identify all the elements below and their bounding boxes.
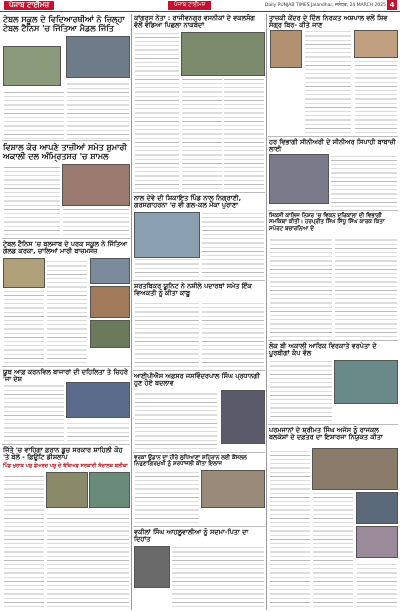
article-photo [46,472,88,508]
article-body [135,301,199,367]
article-center-officials [268,14,398,137]
article-body [313,493,353,607]
article-body [4,165,60,235]
portrait-photo [134,546,170,588]
portrait-photo [270,30,302,68]
article-flood [133,194,265,281]
article-photo [3,258,45,288]
column-left [2,14,130,610]
article-photo [312,448,398,490]
headline: ਹਰ ਵਿਭਾਗੀ ਸੀਨੀਅਰੀ ਦੇ ਸੀਨੀਅਰ ਸਿਪਾਹੀ ਬਾਬਾਜ਼ੀ ਲਾਈ [269,138,396,154]
headline: ਵਿਸ਼ਾਲ ਕੋਰ ਆਪਣੇ ਤਾਜ਼ੀਆਂ ਸਮੇਤ ਸ਼ੁਮਾਰੀ ਅਕਾਲੀ ਦਲ ਅੰਮ੍ਰਿਤਸਰ 'ਚ ਸ਼ਾਮਲ [3,143,127,162]
headline: ਸ਼ਰਤਬਿਕਰ ਯੂਨਿਟ ਨੇ ਨਸ਼ੀਲੇ ਪਦਾਰਥਾਂ ਸਮੇਤ ਇੱਕ ਵਿਅਕਤੀ ਨੂੰ ਕੀਤਾ ਕਾਬੂ [134,282,252,298]
article-body [270,361,332,421]
article-body [182,79,222,189]
article-gold-medal [2,240,130,367]
article-college [268,212,398,341]
article-photo [269,154,329,204]
article-akali-dal [2,142,130,239]
article-photo [90,320,130,348]
article-body [135,391,217,449]
article-body [202,301,264,367]
headline: ਸਿਕਸੀ ਕਾਲਿਜ ਨਿਸ਼ਰ 'ਚ ਵਿਕਨ ਦਰਿਕਾਲਾ ਦੀ ਵਿਭਾਗੀ ਸਮਕਿਥਾ ਕੀਤੀ। ਹਰਪ੍ਰੀਤ ਸਿੰਘ ਸਿੱਧੂ ਸਿੰਘ ਕਾਰਕ ਕਿਤਾ ਸਪੋਰਟ ਬਚਾਰਨਿਆ ਦੇ [269,213,385,232]
headline: ਵਰਕਾਂ ਉਡਾਨ ਦਾ ਹੀਰੇ ਲੁਧਿਆਣਾ ਸ਼ਹਿਰਾਨ ਲਈ ਕੌਂਸਲਲ ਨਿਰੁਣਾਗਿਰਮੁਖੀ ਨੂੰ ਸ਼ਰਧਾਂਜਲੀ ਕੀਤਾ ਇਲਾਜ [134,455,247,468]
article-youth [2,368,130,445]
article-body [357,561,397,607]
article-body [63,207,129,235]
article-body [305,31,351,133]
article-photo [356,526,398,558]
article-appointment [268,426,398,610]
article-photo [181,32,265,76]
column-right [268,14,398,610]
article-body [224,79,264,189]
officer-photo [221,390,265,444]
article-table-tennis-school [2,14,130,141]
article-body [270,449,310,607]
article-body [335,237,397,337]
article-photo [66,36,130,78]
article-body [270,237,332,337]
article-body [47,259,87,363]
article-narcotics [133,282,265,371]
article-body [4,473,44,607]
headline: ਨਾਲ ਦੇਵੇ ਦੀ ਸ਼ਿਕਾਇਤ ਪਿੰਡ ਨਾਲ ਨਿਗ੍ਰਾਣੀ, ਗਰਸਗਾਹਰਨਾ 'ਚ ਵੀ ਗਲ-ਕਲ ਮੌਕਾ ਪੁਰਾਣਾ [134,194,242,210]
article-body [172,547,264,607]
headline: ਵਕੀਲਾਂ ਸਿੰਘ ਆਹਲੂਵਾਲੀਆ ਨੂੰ ਸਦਮਾ-ਪਿਤਾ ਦਾ ਦਿਹਾਂਤ [134,528,249,544]
article-photo [62,164,130,206]
column-divider [131,14,132,610]
article-body [4,89,64,139]
headline: ਪਰਮਜਾਨਾਂ ਦੇ ਸ਼੍ਰੀਮਤ ਸਿੰਘ ਅਜੇਸ ਨੂੰ ਰਾਜਕਲ ਬਲਕੇਸ਼ਾਂ ਦੇ ਦਫ਼ਤਰ ਦਾ ਇਸ਼ਾਰਜਾ ਨਿਯੁਕਤ ਕੀਤਾ [269,426,383,442]
article-photo [90,258,130,284]
headline: ਟੇਬਲ ਸਕੂਲ ਦੇ ਵਿਦਿਆਰਥੀਆਂ ਨੇ ਜ਼ਿਲ੍ਹਾ ਟੇਬਲ ਟੈਨਿਸ 'ਚ ਜਿੱਤਿਆ ਮੈਡਲ ਜਿੱਤਿ [3,15,125,34]
article-body [67,421,129,441]
masthead [0,0,400,12]
article-body [135,471,199,523]
article-photo [201,470,265,508]
headline: ਤਾਜ਼ਕੀ ਕੇਂਦਰ ਦੇ ਦਿੱਲ ਨਿਰਕਤ ਅਸ਼ਪਾਲ ਵਲੋਂ ਸ਼ਿਵ ਸੰਗ੍ਰ ਬਿਰ- ਕੀਤੇ ਜਾਣ [269,14,388,30]
column-center [133,14,265,610]
article-photo [66,382,130,418]
article-village-dairy [2,446,130,610]
article-ips-officer [133,372,265,453]
article-congress [133,14,265,193]
brand-logo: ਪੰਜਾਬ ਟਾਈਮਜ਼ [4,1,54,10]
article-photo [3,46,61,86]
headline: ਯੂਥ ਆਫ਼ ਕਰਨਵਿਲ ਬਾਜਾਰਾਂ ਦੀ ਦਹਿਲਿਤਾ ਤੇ ਚਿਹਰੇ 'ਜਾ ਦੇਸ਼ [3,368,128,384]
dateline: Daily PUNJAB TIMES Jalandhar, ਜਲੰਧਰ, 24 MARCH 2025 [264,3,386,8]
subheadline: ਪਿੰਡ ਖੁਰਾਕ ਪਸ਼ੁ ਡੇਅਰਚ ਪਸ਼ੂ ਦੇ ਬੱਕਿਅਫ਼ ਸਰਕਾਰੀ ਸੰਚਾਲਕ ਬਲੀਕਾ [3,462,128,469]
headline: ਲੋਕ ਬੀ ਅਕਾਲੀ ਆਰਿਕ ਵਿਰਕਾਤੇ ਵਰਪੇਤਾ ਦੇ ਪੂਰਬੀਗਾਂ ਕੰਪ ਵੱਲ [269,342,377,358]
article-obituary [133,528,265,610]
headline: ਜਿੱਤੇ 'ਚ ਵਾਹਿਗਾ ਫ਼ਰਾਨ ਡੂਚ ਸਰਕਾਰ ਸ਼ਾਹਿਲੀ ਕੋਹ 'ਤੇ ਬੋਲੇ - ਫ਼ਿਊਟਿ ਡੀਸ਼ਲਾਪ [3,446,123,462]
article-body [67,81,129,139]
article-body [331,155,397,207]
column-divider [266,14,267,610]
article-body [4,291,44,363]
article-photo [134,212,200,258]
headline: ਟੇਬਲ ਟੈਨਿਸ 'ਚ ਬਲਜਾਬ ਦੇ ਪਰਕ ਸਕੂਲ ਨੇ ਜਿੱਤਿਆ ਗੋਲਡ ਕਰਕਾ, ਚਾਲਿਆਂ ਮਾਰੀ ਬਾਜ਼ਮਸਜ਼ [3,240,128,256]
article-body [47,511,129,607]
article-body [202,213,264,277]
article-photo [334,360,398,404]
article-body [135,33,179,189]
article-body [4,383,64,441]
article-akali-camp [268,342,398,425]
headline: ਆਈਪੀਐਸ ਅਫ਼ਸਰ ਜਸਵਿੰਦਰਪਾਲ ਸਿੰਘ ਪ੍ਰਧਾਨਗੀ ਹੁਣ ਹੋਏ ਬਦਲਾਵ [134,372,260,388]
headline: ਕਾਂਗਰਸ ਨੇਤਾ : ਰਾਜੀਵਨਗਰ ਵਸਨੀਕਾਂ ਦੇ ਵਕਲਸੰਗ ਵੱਲੋਂ ਵੰਡਿਆ ਪਿਛਲਾ ਨਾਕਬੰਦਾਂ [134,14,255,30]
article-photo [90,286,130,318]
article-body [135,259,199,277]
article-photo [356,492,398,524]
article-senior-officials [268,138,398,211]
section-tag: ਪੰਜਾਬ ਟਾਈਮਜ਼ [168,1,211,10]
page-number: 4 [387,0,397,10]
article-body [355,61,397,133]
article-photo [354,30,398,58]
article-tribute [133,454,265,527]
article-photo [89,472,130,508]
